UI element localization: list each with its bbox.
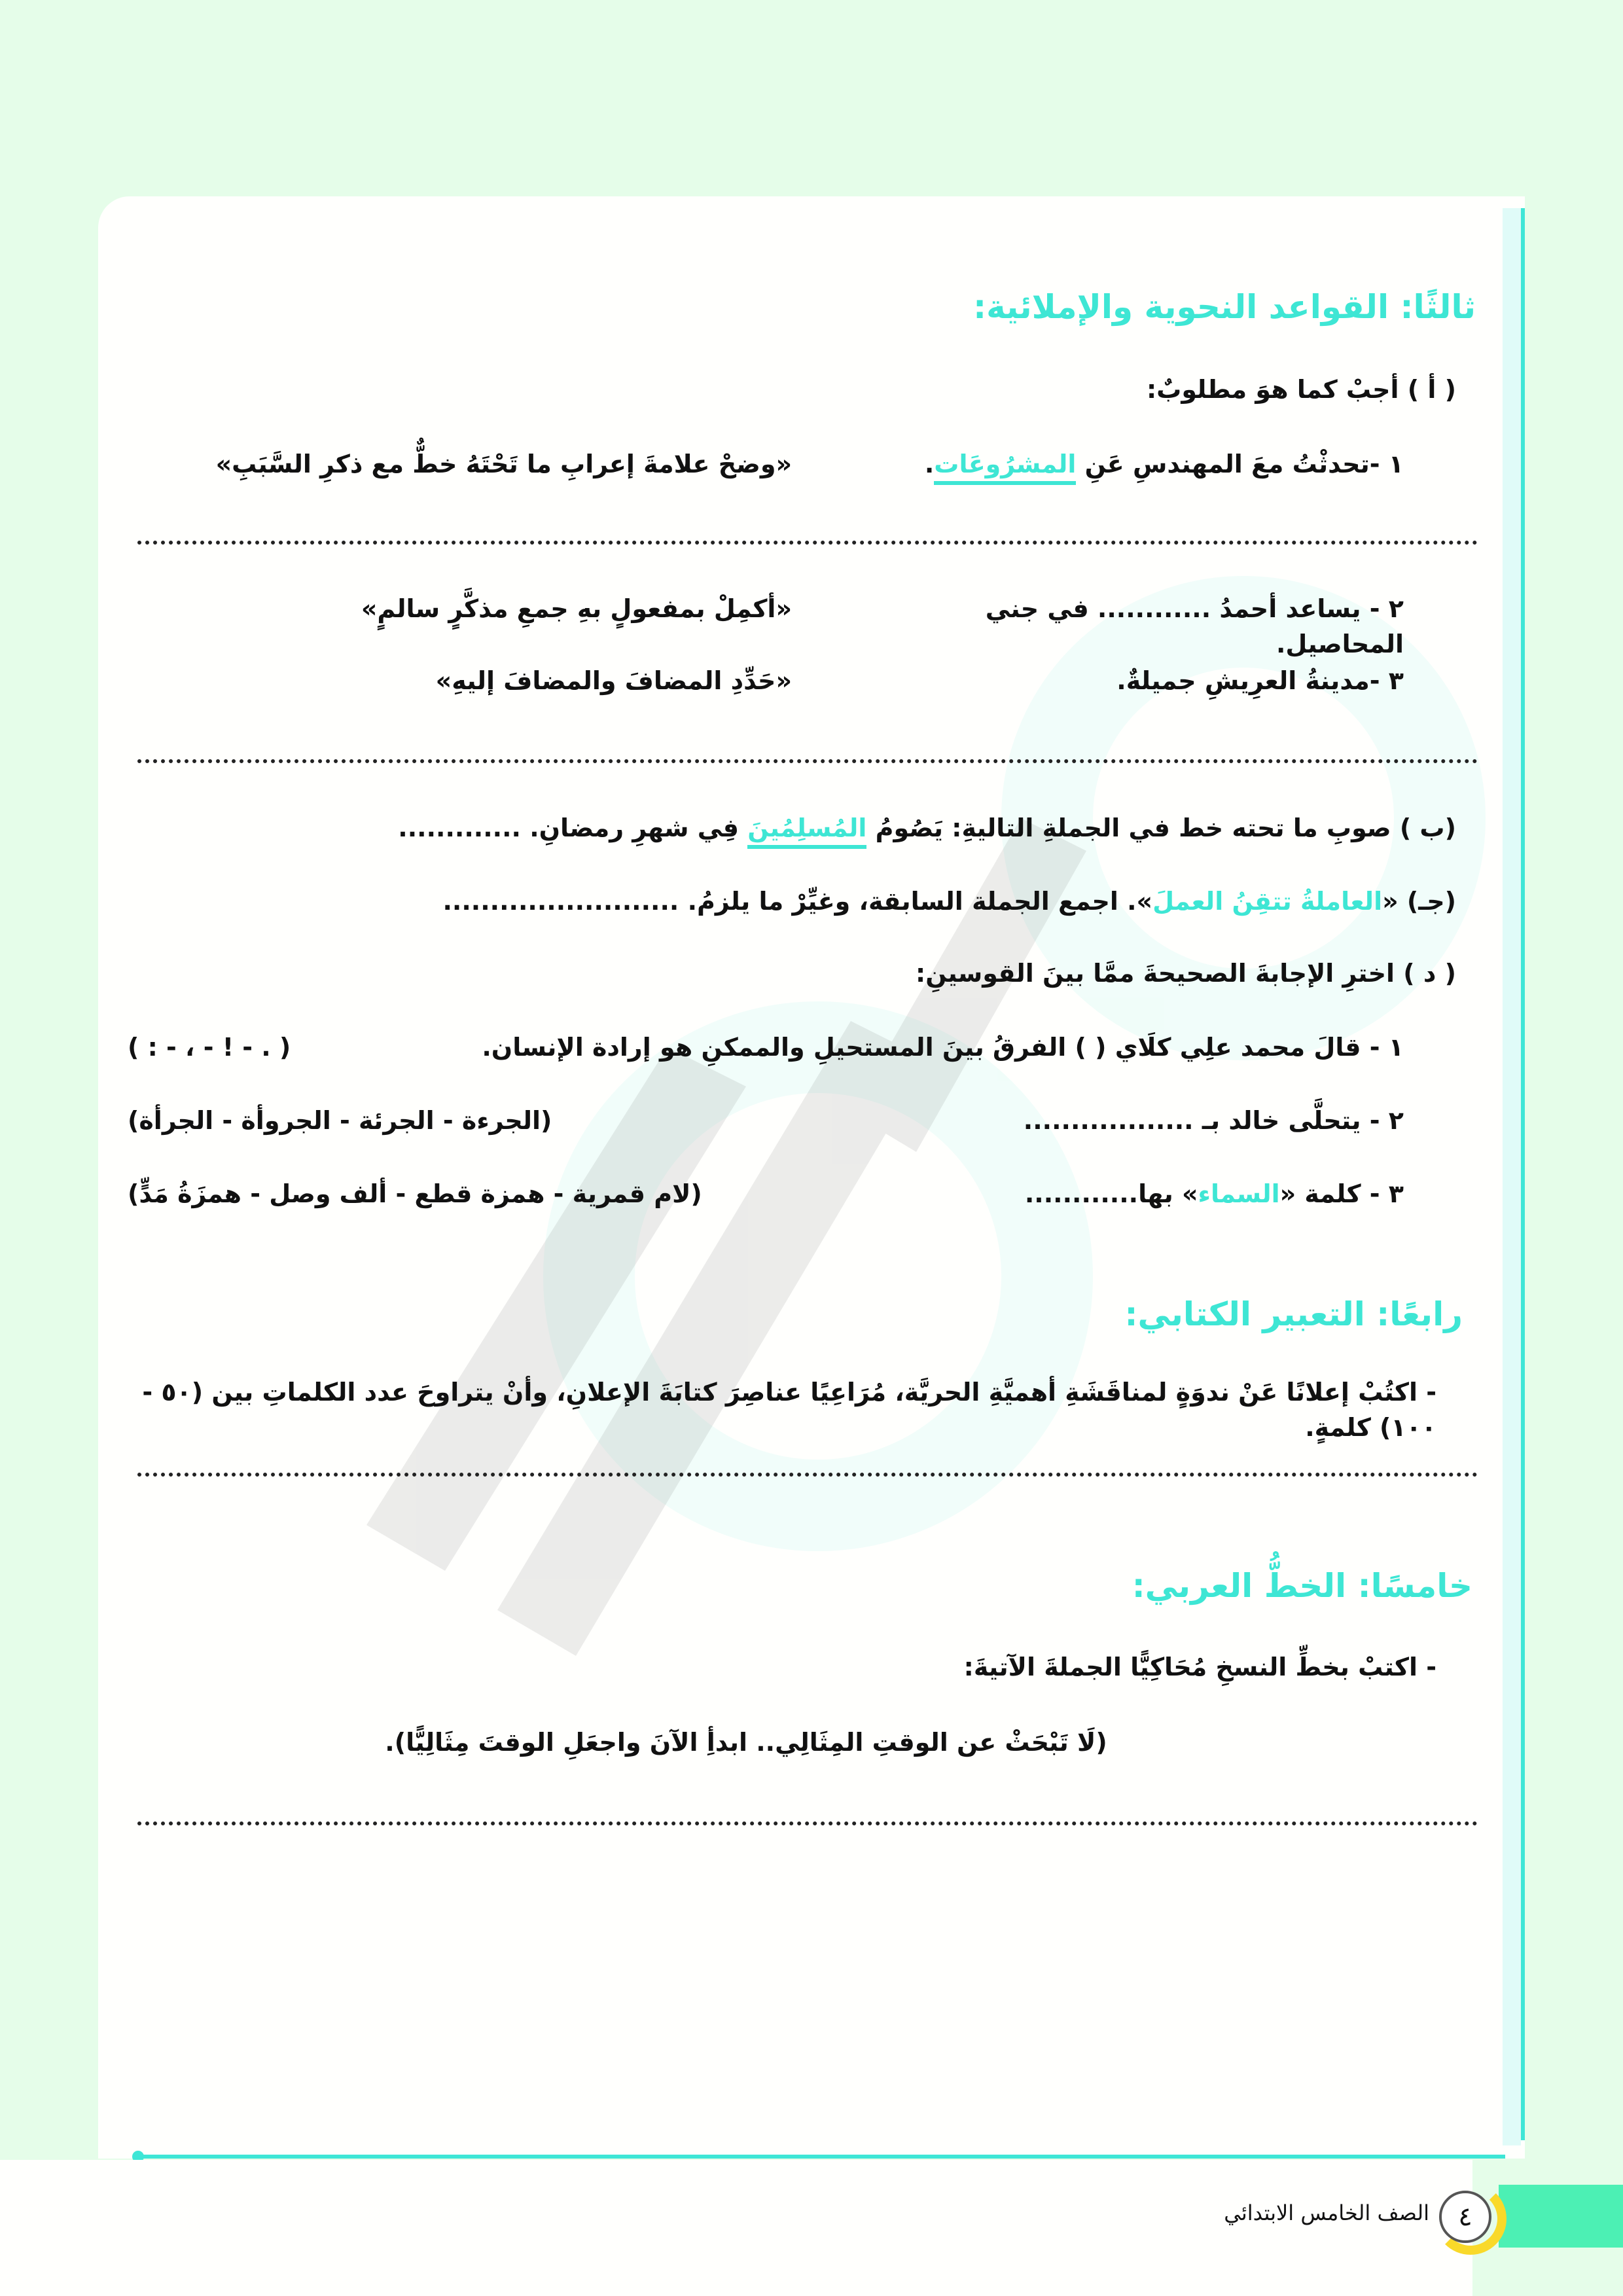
card-side-band	[1503, 208, 1521, 2145]
question-a1	[851, 446, 1404, 482]
footer-area	[0, 2160, 1472, 2296]
question-a3: ٣ -مدينةُ العرِيشِ جميلةٌ.	[1116, 666, 1404, 695]
grade-label: الصف الخامس الابتدائي	[1224, 2200, 1429, 2225]
question-d3-end: » بها............	[1024, 1179, 1198, 1208]
answer-line[interactable]	[137, 541, 1478, 545]
part-c-text: (جـ) «	[1382, 887, 1456, 916]
answer-line[interactable]	[137, 1473, 1478, 1477]
page-badge	[1499, 2185, 1623, 2248]
question-a1-text: ١ -تحدثْتُ معَ المهندسِ عَنِ	[1076, 450, 1404, 478]
section4-instruction: - اكتُبْ إعلانًا عَنْ ندوَةٍ لمناقَشَةِ أهميَّةِ الحريَّة، مُرَاعِيًا عناصِرَ كتابَةَ الإعلانِ، وأنْ يتراوحَ عدد الكلماتِ بين (٥٠ - ١٠٠) كلمةٍ.	[142, 1378, 1436, 1442]
question-d1-options: ( . - ! - ، - : )	[128, 1033, 291, 1062]
part-d-heading: ( د ) اخترِ الإجابةَ الصحيحةَ ممَّا بينَ القوسينِ:	[916, 959, 1456, 988]
underlined-word: المشرُوعَات	[934, 450, 1076, 485]
question-d3-options: (لام قمرية - همزة قطع - ألف وصل - همزَةُ مَدٍّ)	[128, 1179, 702, 1208]
question-d2: ٢ - يتحلَّى خالد بـ ..................	[1023, 1106, 1404, 1135]
part-b	[131, 810, 1456, 846]
question-d2-options: (الجرءة - الجرئة - الجروأة - الجرأة)	[128, 1106, 552, 1135]
question-d1: ١ - قالَ محمد علِي كلَاي ( ) الفرقُ بينَ المستحيلِ والممكنِ هو إرادة الإنسان.	[482, 1033, 1404, 1062]
card-border-bottom	[137, 2155, 1505, 2159]
calligraphy-sentence: (لَا تَبْحَثْ عن الوقتِ المِثَالِي.. ابدأِ الآنَ واجعَلِ الوقتَ مِثَالِيًّا).	[385, 1728, 1107, 1757]
part-c-end: ». اجمع الجملة السابقة، وغيِّرْ ما يلزمُ. .........................	[442, 887, 1153, 916]
underlined-word: المُسلِمُينَ	[747, 814, 866, 849]
question-a3-note: «حَدِّدِ المضافَ والمضافَ إليهِ»	[435, 666, 792, 695]
highlighted-sentence: العاملةُ تتقِنُ العملَ	[1152, 887, 1383, 916]
question-d3-text: ٣ - كلمة «	[1279, 1179, 1404, 1208]
part-a-heading: ( أ ) أجبْ كما هوَ مطلوبٌ:	[1146, 375, 1456, 404]
page-number: ٤	[1439, 2191, 1491, 2243]
part-b-text: (ب ) صوبِ ما تحته خط في الجملةِ التاليةِ: يَصُومُ	[866, 814, 1456, 842]
question-a2-note: «أكمِلْ بمفعولٍ بهِ جمعِ مذكَّرٍ سالمٍ»	[361, 594, 792, 623]
section3-title: ثالثًا: القواعد النحوية والإملائية:	[973, 288, 1476, 326]
part-b-end: فِي شهرِ رمضانِ. .............	[398, 814, 748, 842]
question-d3	[720, 1176, 1404, 1211]
answer-line[interactable]	[137, 1821, 1478, 1825]
section4-title: رابعًا: التعبير الكتابي:	[1124, 1295, 1463, 1333]
card-border-right	[1521, 208, 1525, 2140]
part-c	[131, 884, 1456, 919]
question-a1-note: «وضحْ علامةَ إعرابِ ما تَحْتَهُ خطٌّ مع ذكرِ السَّبَبِ»	[215, 450, 792, 478]
question-a2: ٢ - يساعد أحمدُ ............ في جني المحاصيل.	[985, 594, 1404, 658]
highlighted-word: السماء	[1198, 1179, 1280, 1208]
answer-line[interactable]	[137, 759, 1478, 763]
section5-title: خامسًا: الخطُّ العربي:	[1132, 1567, 1472, 1605]
section5-instruction: - اكتبْ بخطِّ النسخِ مُحَاكِيًّا الجملةَ الآتيةَ:	[963, 1653, 1436, 1681]
question-a1-end: .	[924, 450, 935, 478]
